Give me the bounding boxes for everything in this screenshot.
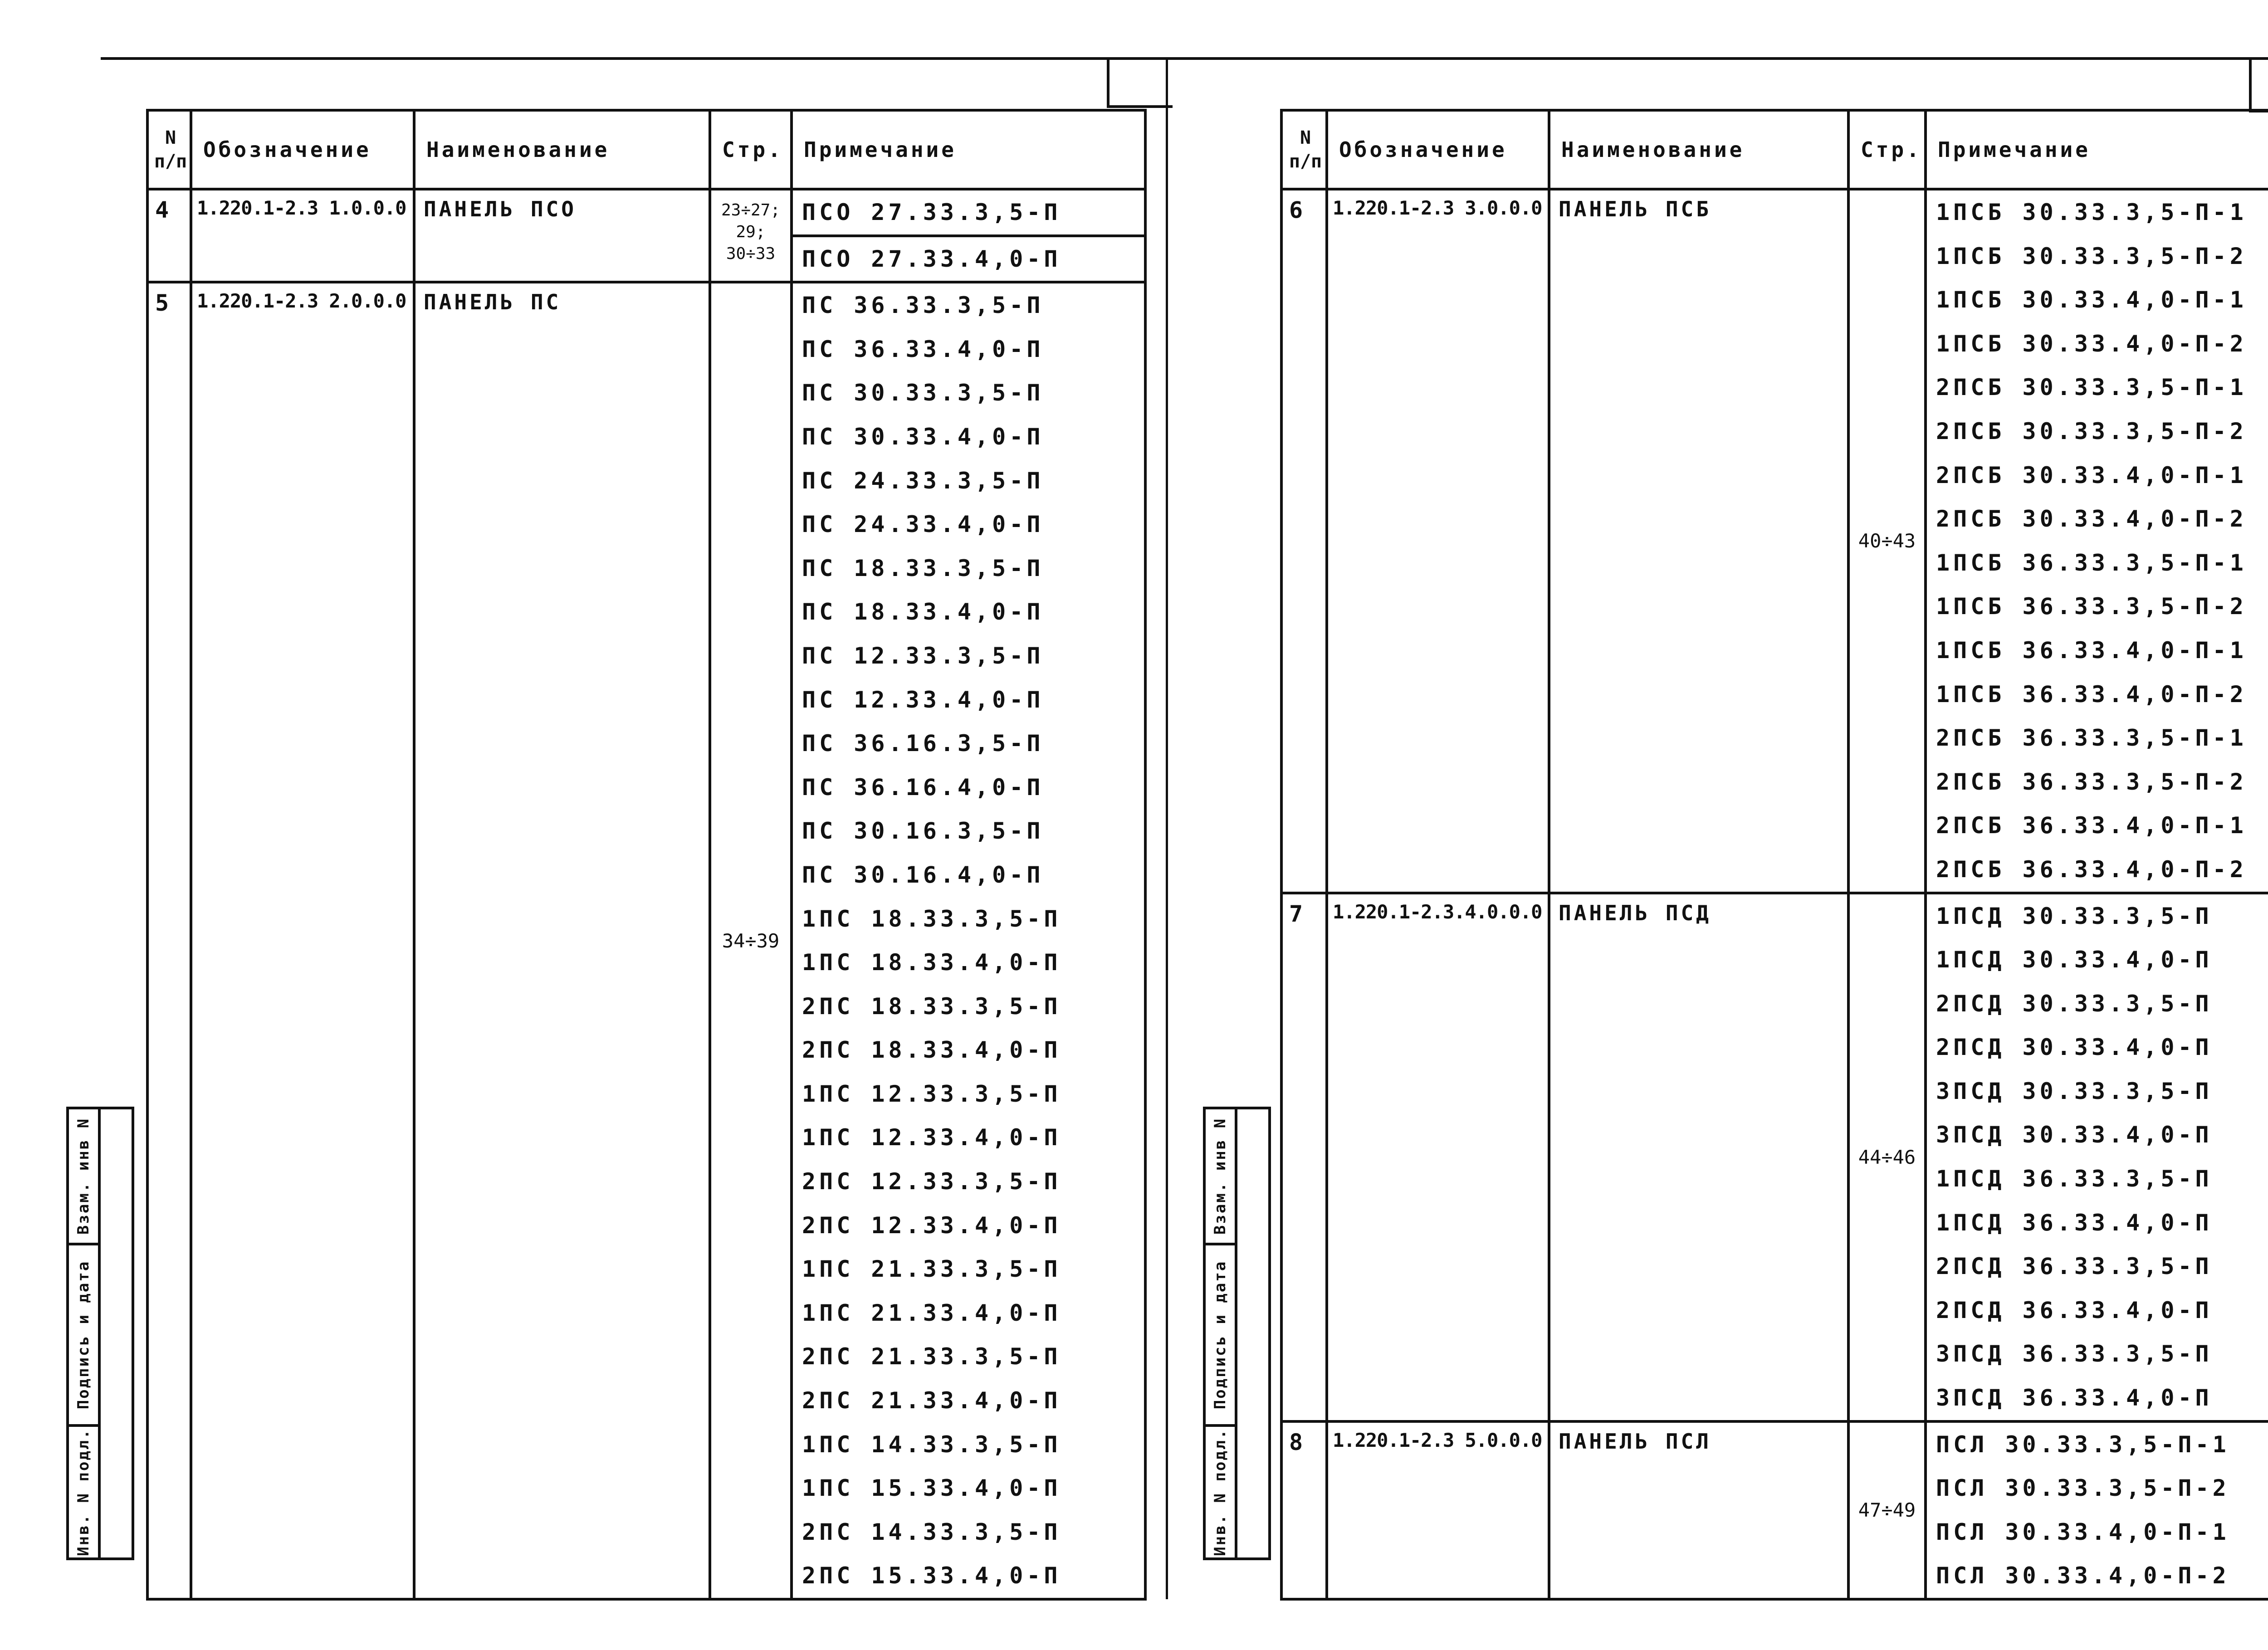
table-row	[1281, 189, 2268, 893]
stamp-cell-replaced	[69, 1109, 101, 1245]
header-note: Примечание	[792, 110, 1145, 189]
right-approval-stamp	[1203, 1107, 1271, 1560]
note-item: 2ПСД 36.33.3,5-П	[1936, 1253, 2213, 1280]
stamp-label: Подпись и дата	[1211, 1260, 1229, 1410]
table-row	[147, 282, 1145, 1599]
note-item: 2ПС 18.33.3,5-П	[802, 993, 1061, 1020]
stamp-cell-replaced	[1206, 1109, 1237, 1245]
row-designation: 1.220.1-2.3 5.0.0.0	[1327, 1421, 1549, 1599]
top-frame-line-right	[1171, 57, 2268, 60]
note-item: 1ПСБ 36.33.4,0-П-1	[1936, 637, 2247, 664]
note-item: 2ПСБ 30.33.3,5-П-2	[1936, 418, 2247, 444]
table-row	[1281, 893, 2268, 1421]
note-item: 1ПСБ 30.33.4,0-П-2	[1936, 330, 2247, 357]
header-designation: Обозначение	[191, 110, 414, 189]
note-item: 1ПС 15.33.4,0-П	[802, 1475, 1061, 1502]
stamp-label: Подпись и дата	[74, 1260, 93, 1410]
note-item: ПСО 27.33.3,5-П	[802, 199, 1061, 225]
page-number	[2249, 57, 2268, 112]
note-item: 1ПСБ 30.33.3,5-П-1	[1936, 199, 2247, 225]
note-item: 1ПС 12.33.3,5-П	[802, 1080, 1061, 1107]
row-name: ПАНЕЛЬ ПСО	[414, 189, 710, 282]
note-item: ПС 24.33.4,0-П	[802, 511, 1044, 538]
left-spec-table	[146, 109, 1147, 1601]
note-item: 1ПСД 30.33.4,0-П	[1936, 947, 2213, 973]
note-item: 2ПСБ 36.33.4,0-П-2	[1936, 856, 2247, 883]
stamp-label: Инв. N подл.	[74, 1428, 93, 1556]
row-page: 40÷43	[1848, 189, 1926, 893]
table-row	[147, 189, 1145, 282]
stamp-cell-signature	[69, 1245, 101, 1427]
row-page: 34÷39	[710, 282, 792, 1599]
note-item: ПС 30.33.4,0-П	[802, 423, 1044, 450]
note-item: ПС 24.33.3,5-П	[802, 467, 1044, 494]
note-item: ПС 36.16.4,0-П	[802, 774, 1044, 801]
note-item: 1ПСБ 36.33.3,5-П-2	[1936, 593, 2247, 620]
note-item: ПСО 27.33.4,0-П	[793, 234, 1144, 281]
note-item: 1ПСБ 36.33.4,0-П-2	[1936, 681, 2247, 708]
stamp-cell-inventory	[1206, 1427, 1237, 1557]
note-item: ПС 12.33.4,0-П	[802, 686, 1044, 713]
row-designation: 1.220.1-2.3 1.0.0.0	[191, 189, 414, 282]
stamp-cell-inventory	[69, 1427, 101, 1557]
note-item: 2ПС 12.33.3,5-П	[802, 1168, 1061, 1195]
note-item: 2ПСБ 36.33.3,5-П-2	[1936, 768, 2247, 795]
header-num: N п/п	[147, 110, 191, 189]
note-item: 1ПСБ 30.33.4,0-П-1	[1936, 287, 2247, 313]
note-item: ПСЛ 30.33.4,0-П-1	[1936, 1518, 2230, 1545]
note-item: 2ПСБ 36.33.4,0-П-1	[1936, 812, 2247, 839]
header-num: N п/п	[1281, 110, 1327, 189]
note-item: 3ПСД 30.33.3,5-П	[1936, 1078, 2213, 1104]
table-row	[1281, 1421, 2268, 1599]
note-item: ПС 30.16.3,5-П	[802, 818, 1044, 845]
note-item: 2ПС 15.33.4,0-П	[802, 1562, 1061, 1589]
note-item: ПСЛ 30.33.3,5-П-1	[1936, 1431, 2230, 1458]
note-item: ПСЛ 30.33.4,0-П-2	[1936, 1562, 2230, 1589]
row-number: 8	[1281, 1421, 1327, 1599]
note-item: 2ПСБ 30.33.3,5-П-1	[1936, 374, 2247, 401]
note-item: 1ПС 18.33.4,0-П	[802, 949, 1061, 976]
row-page: 23÷27; 29; 30÷33	[710, 189, 792, 282]
note-item: 3ПСД 36.33.4,0-П	[1936, 1385, 2213, 1411]
note-item: 2ПС 21.33.3,5-П	[802, 1343, 1061, 1370]
header-page: Стр.	[710, 110, 792, 189]
stamp-cell-signature	[1206, 1245, 1237, 1427]
header-name: Наименование	[1549, 110, 1848, 189]
row-designation: 1.220.1-2.3 3.0.0.0	[1327, 189, 1549, 893]
note-item: ПС 30.33.3,5-П	[802, 380, 1044, 406]
row-designation: 1.220.1-2.3 2.0.0.0	[191, 282, 414, 1599]
note-item: 2ПСБ 30.33.4,0-П-1	[1936, 462, 2247, 488]
row-name: ПАНЕЛЬ ПС	[414, 282, 710, 1599]
row-designation: 1.220.1-2.3.4.0.0.0	[1327, 893, 1549, 1421]
note-item: ПСЛ 30.33.3,5-П-2	[1936, 1475, 2230, 1502]
header-name: Наименование	[414, 110, 710, 189]
table-header-row	[1281, 110, 2268, 189]
row-notes	[792, 282, 1145, 1599]
header-page: Стр.	[1848, 110, 1926, 189]
page-fold-line	[1166, 57, 1168, 1599]
note-item: ПС 30.16.4,0-П	[802, 861, 1044, 888]
note-item: 3ПСД 36.33.3,5-П	[1936, 1341, 2213, 1367]
row-number: 7	[1281, 893, 1327, 1421]
header-note: Примечание	[1926, 110, 2268, 189]
top-left-tick-base	[1107, 105, 1173, 108]
note-item: 2ПСД 30.33.4,0-П	[1936, 1034, 2213, 1061]
note-item: ПС 18.33.3,5-П	[802, 555, 1044, 581]
row-page: 47÷49	[1848, 1421, 1926, 1599]
row-number: 4	[147, 189, 191, 282]
note-item: 1ПСД 36.33.4,0-П	[1936, 1209, 2213, 1236]
table-header-row	[147, 110, 1145, 189]
note-item: 1ПС 18.33.3,5-П	[802, 905, 1061, 932]
note-item: 1ПСБ 30.33.3,5-П-2	[1936, 243, 2247, 269]
row-notes	[1926, 893, 2268, 1421]
stamp-label: Взам. инв N	[1211, 1117, 1229, 1235]
note-item: 1ПСД 30.33.3,5-П	[1936, 903, 2213, 929]
row-name: ПАНЕЛЬ ПСЛ	[1549, 1421, 1848, 1599]
note-item: 1ПС 14.33.3,5-П	[802, 1431, 1061, 1458]
note-item: 2ПСД 30.33.3,5-П	[1936, 990, 2213, 1017]
note-item: 2ПС 21.33.4,0-П	[802, 1387, 1061, 1414]
row-page: 44÷46	[1848, 893, 1926, 1421]
note-item: ПС 12.33.3,5-П	[802, 642, 1044, 669]
stamp-label: Взам. инв N	[74, 1117, 93, 1235]
note-item: 2ПС 18.33.4,0-П	[802, 1037, 1061, 1064]
row-name: ПАНЕЛЬ ПСД	[1549, 893, 1848, 1421]
top-frame-line	[101, 57, 1171, 60]
note-item: 2ПС 12.33.4,0-П	[802, 1212, 1061, 1239]
note-item: 1ПС 21.33.3,5-П	[802, 1256, 1061, 1283]
note-item: ПС 36.16.3,5-П	[802, 730, 1044, 757]
top-left-tick	[1107, 57, 1110, 108]
note-item: ПС 36.33.3,5-П	[802, 292, 1044, 319]
row-notes	[792, 189, 1145, 282]
row-notes	[1926, 189, 2268, 893]
note-item: 3ПСД 30.33.4,0-П	[1936, 1122, 2213, 1148]
row-number: 5	[147, 282, 191, 1599]
note-item: ПС 36.33.4,0-П	[802, 336, 1044, 362]
row-notes	[1926, 1421, 2268, 1599]
row-number: 6	[1281, 189, 1327, 893]
note-item: 1ПС 12.33.4,0-П	[802, 1124, 1061, 1151]
header-designation: Обозначение	[1327, 110, 1549, 189]
note-item: 1ПС 21.33.4,0-П	[802, 1299, 1061, 1326]
note-item: 1ПСБ 36.33.3,5-П-1	[1936, 549, 2247, 576]
note-item: 2ПС 14.33.3,5-П	[802, 1518, 1061, 1545]
right-spec-table	[1280, 109, 2268, 1601]
left-approval-stamp	[66, 1107, 134, 1560]
note-item: 2ПСД 36.33.4,0-П	[1936, 1297, 2213, 1323]
note-item: 2ПСБ 30.33.4,0-П-2	[1936, 506, 2247, 532]
note-item: ПС 18.33.4,0-П	[802, 599, 1044, 625]
note-item: 2ПСБ 36.33.3,5-П-1	[1936, 725, 2247, 752]
stamp-label: Инв. N подл.	[1211, 1428, 1229, 1556]
note-item: 1ПСД 36.33.3,5-П	[1936, 1166, 2213, 1192]
row-name: ПАНЕЛЬ ПСБ	[1549, 189, 1848, 893]
